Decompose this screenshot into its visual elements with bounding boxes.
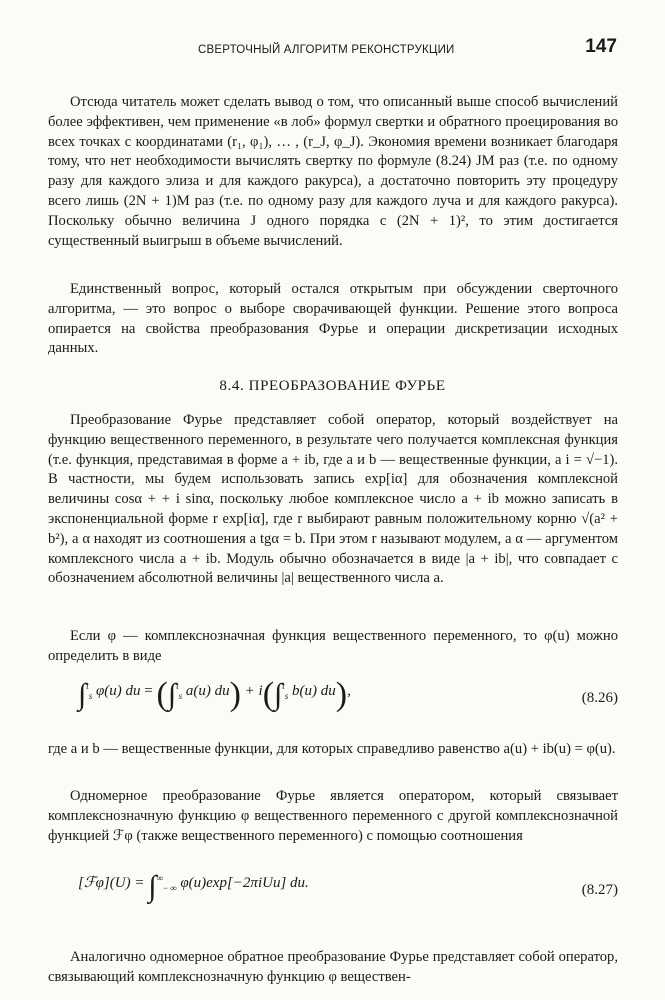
integral-sign: ∫ [78, 678, 87, 711]
paragraph-efficiency: Отсюда читатель может сделать вывод о том, что описанный выше способ вычислений более эффективен, чем применение «в лоб» формул свертки и обратного проецирования во всех точках с координатами (r₁, φ₁), … , (r_J, φ_J). Экономия времени возникает благодаря тому, что нет необходимости вычислять свертку по формуле (8.24) JM раз (т.е. по одному разу для каждого элиза и для каждого ракурса), а достаточно повторить эту процедуру всего лишь (2N + 1)M раз (т.е. по одному разу для каждого луча и для каждого ракурса). Поскольку обычно величина J одного порядка с (2N + 1)², то этим достигается существенный выигрыш в объеме вычислений. [48, 94, 618, 249]
page-header [70, 36, 617, 60]
paragraph-real-functions: где a и b — вещественные функции, для которых справедливо равенство a(u) + ib(u) = φ(u). [48, 741, 616, 757]
equation-number-8-26: (8.26) [581, 690, 618, 706]
equation-8-26-body: ∫$^t_s$ φ(u) du = (∫$^t_s$ a(u) du) + i(∫$^t_s$ b(u) du), [78, 676, 351, 713]
paragraph-inverse-fourier: Аналогично одномерное обратное преобразование Фурье представляет собой оператор, связывающий комплекснозначную функцию φ веществен- [48, 949, 618, 985]
equation-number-8-27: (8.27) [581, 882, 618, 898]
equation-term-b: b(u) du [292, 683, 336, 699]
paragraph-1d-fourier: Одномерное преобразование Фурье является оператором, который связывает комплекснозначную функцию φ вещественного переменного с другой комплекснозначной функцией ℱφ (также вещественного переменного) с помощью соотношения [48, 788, 618, 844]
running-title: СВЕРТОЧНЫЙ АЛГОРИТМ РЕКОНСТРУКЦИИ [198, 44, 455, 56]
equation-8-27 [48, 870, 618, 916]
integral-sign: ∫ [148, 870, 157, 903]
equation-8-27-body: [ℱφ](U) = $\int^\infty_{- \infty}$ φ(u)exp[−2πiUu] du. [78, 870, 309, 903]
paragraph-complex-function: Если φ — комплекснозначная функция вещественного переменного, то φ(u) можно определить в виде [48, 628, 618, 664]
equation-plus-i: + i [244, 683, 263, 699]
page-number: 147 [585, 36, 617, 57]
paragraph-open-question: Единственный вопрос, который остался открытым при обсуждении сверточного алгоритма, — это вопрос о выборе сворачивающей функции. Решение этого вопроса опирается на свойства преобразования Фурье и операции дискретизации исходных данных. [48, 281, 618, 357]
equation-8-26 [48, 676, 618, 724]
equation-lhs: φ(u) du [96, 683, 141, 699]
section-title: 8.4. ПРЕОБРАЗОВАНИЕ ФУРЬЕ [219, 378, 446, 394]
equation-term-a: a(u) du [185, 683, 230, 699]
paragraph-fourier-definition: Преобразование Фурье представляет собой оператор, который воздействует на функцию вещественного переменного, в результате чего получается комплексная функция (т.е. функция, представимая в форме a + ib, где a и b — вещественные функции, а i = √−1). В частности, мы будем использовать запись exp[iα] для обозначения комплексной величины cosα + + i sinα, поскольку любое комплексное число a + ib можно записать в экспоненциальной форме r exp[iα], где r выбирают равным положительному корню √(a² + b²), а α находят из соотношения a tgα = b. При этом r называют модулем, а α — аргументом комплексного числа a + ib. Модуль обычно обозначается в виде |a + ib|, что совпадает с обозначением абсолютной величины |a| вещественного числа a. [48, 412, 618, 587]
equation-lhs: [ℱφ](U) = [78, 875, 145, 891]
equation-integrand: φ(u)exp[−2πiUu] du. [180, 875, 309, 891]
